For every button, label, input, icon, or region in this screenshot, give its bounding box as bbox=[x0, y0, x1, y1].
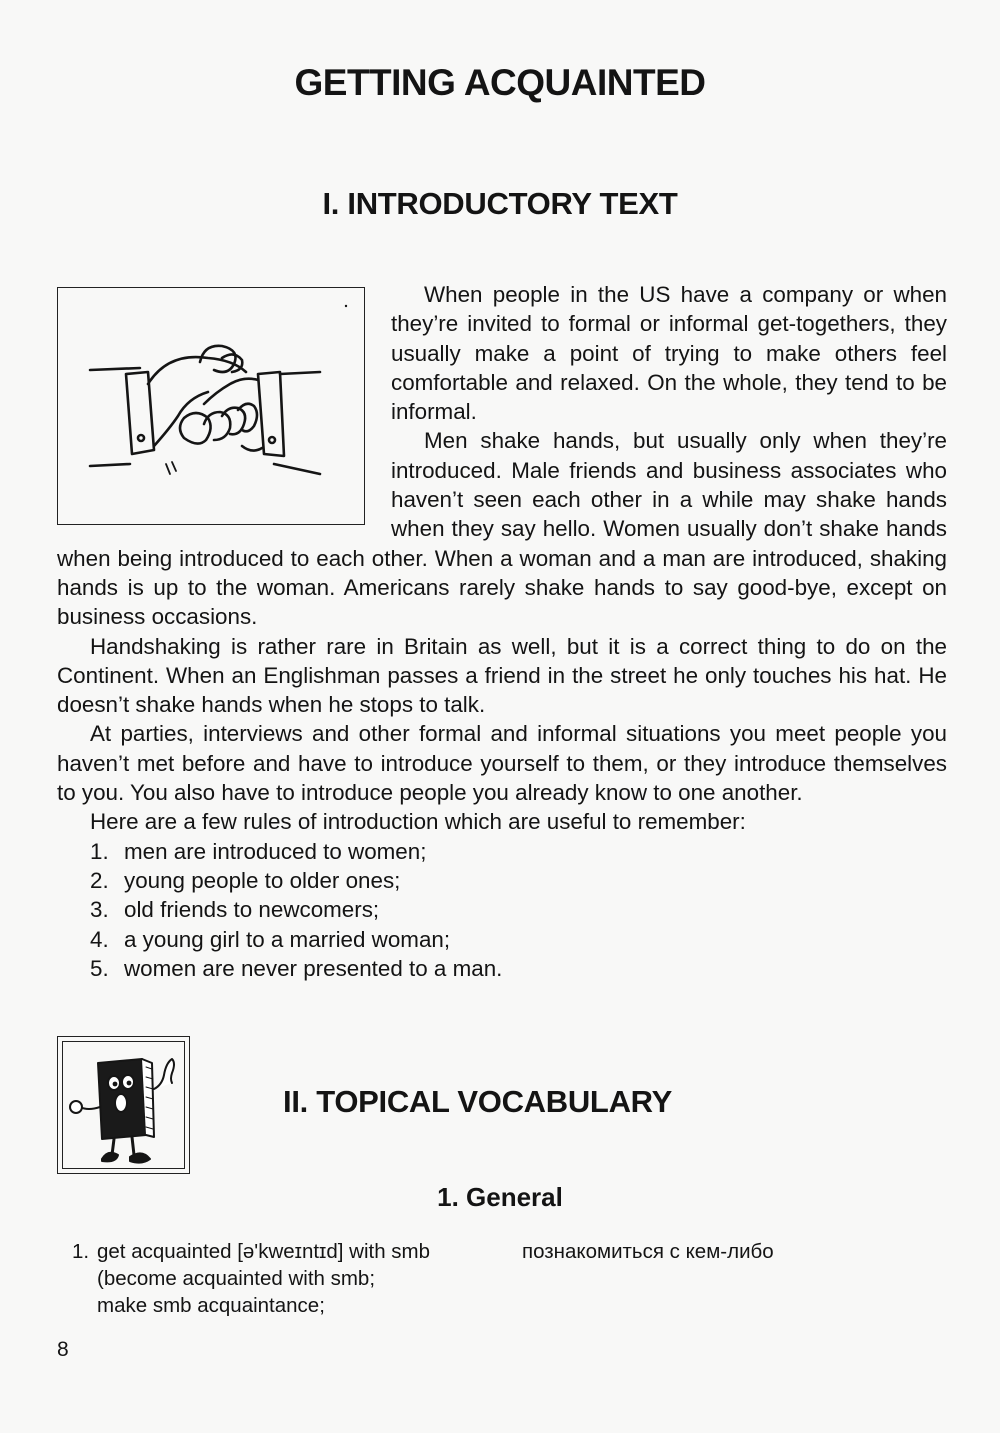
page-number: 8 bbox=[57, 1338, 69, 1361]
introduction-rules-list bbox=[57, 837, 947, 983]
vocabulary-line: make smb acquaintance; bbox=[97, 1294, 325, 1317]
introductory-text bbox=[57, 280, 947, 983]
subsection-heading-general: 1. General bbox=[437, 1182, 563, 1212]
book-mascot-illustration bbox=[57, 1036, 190, 1174]
list-item: 2. young people to older ones; bbox=[90, 867, 401, 893]
book-character-icon bbox=[58, 1037, 189, 1173]
list-item: 1. men are introduced to women; bbox=[90, 838, 427, 864]
paragraph-5: Here are a few rules of introduction which are useful to remember: bbox=[90, 809, 746, 835]
paragraph-4: At parties, interviews and other formal and informal situations you meet people you haven’t met before and have to introduce yourself to them, or they introduce themselves to you. You also have to introduce people you already know to one another. bbox=[57, 721, 947, 806]
list-item: 3. old friends to newcomers; bbox=[90, 897, 380, 923]
paragraph-2: Men shake hands, but usually only when they’re introduced. Male friends and business associates who haven’t seen each other in a while may shake hands when they say hello. Women usually don’t shake hands when being introduced to each other. When a woman and a man are introduced, shaking hands is up to the woman. Americans rarely shake hands to say good-bye, except on business occasions. bbox=[57, 428, 947, 630]
vocabulary-entry-english bbox=[97, 1238, 497, 1319]
paragraph-3: Handshaking is rather rare in Britain as well, but it is a correct thing to do on the Continent. When an Englishman passes a friend in the street he only touches his hat. He doesn’t shake hands when he stops to talk. bbox=[57, 633, 947, 718]
list-item: 4. a young girl to a married woman; bbox=[90, 926, 451, 952]
paragraph-1: When people in the US have a company or when they’re invited to formal or informal get-togethers, they usually make a point of trying to make others feel comfortable and relaxed. On the whole, they tend to be informal. bbox=[391, 282, 947, 425]
page-title: GETTING ACQUAINTED bbox=[294, 62, 706, 103]
vocabulary-entry-number: 1. bbox=[72, 1240, 90, 1263]
section-heading-topical-vocabulary: II. TOPICAL VOCABULARY bbox=[283, 1084, 672, 1119]
vocabulary-line: get acquainted [ə'kweɪntɪd] with smb bbox=[97, 1240, 431, 1263]
vocabulary-entry-translation: познакомиться с кем-либо bbox=[522, 1240, 774, 1263]
list-item: 5. women are never presented to a man. bbox=[90, 955, 503, 981]
vocabulary-line: (become acquainted with smb; bbox=[97, 1267, 376, 1290]
illustration-spacer bbox=[57, 280, 391, 520]
section-heading-introductory-text: I. INTRODUCTORY TEXT bbox=[322, 186, 678, 221]
